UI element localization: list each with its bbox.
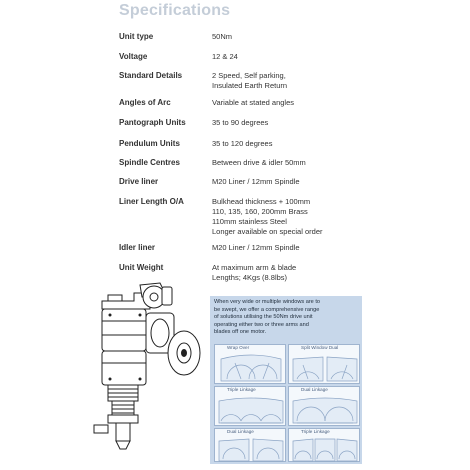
diagram-label-split-window-dual: Split Window Dual bbox=[301, 345, 339, 350]
spec-label-drive-liner: Drive liner bbox=[119, 177, 159, 186]
spec-label-idler-liner: Idler liner bbox=[119, 243, 156, 252]
wiper-motor-illustration bbox=[88, 275, 206, 460]
diagram-triple-linkage-bottom bbox=[288, 428, 360, 462]
diagram-label-wrap-over: Wrap Over bbox=[227, 345, 250, 350]
spec-value-unit-weight: At maximum arm & blade Lengths; 4Kgs (8.8lbs) bbox=[212, 263, 297, 282]
spec-label-standard-details: Standard Details bbox=[119, 71, 183, 80]
split-window-dual-drawing bbox=[289, 345, 361, 385]
spec-label-voltage: Voltage bbox=[119, 52, 148, 61]
spec-label-pantograph-units: Pantograph Units bbox=[119, 118, 186, 127]
diagram-label-triple-linkage-top: Triple Linkage bbox=[227, 387, 256, 392]
diagram-split-window-dual bbox=[288, 344, 360, 384]
diagram-triple-linkage-top bbox=[214, 386, 286, 426]
wrap-over-drawing bbox=[215, 345, 287, 385]
dual-linkage-bottom-drawing bbox=[215, 429, 287, 463]
multi-arm-info-panel bbox=[210, 296, 362, 464]
spec-value-voltage: 12 & 24 bbox=[212, 52, 238, 61]
spec-value-idler-liner: M20 Liner / 12mm Spindle bbox=[212, 243, 300, 252]
spec-label-spindle-centres: Spindle Centres bbox=[119, 158, 180, 167]
diagram-label-triple-linkage-bottom: Triple Linkage bbox=[301, 429, 330, 434]
diagram-dual-linkage-bottom bbox=[214, 428, 286, 462]
diagram-label-dual-linkage-top: Dual Linkage bbox=[301, 387, 328, 392]
spec-label-pendulum-units: Pendulum Units bbox=[119, 139, 180, 148]
diagram-label-dual-linkage-bottom: Dual Linkage bbox=[227, 429, 254, 434]
spec-label-angles-of-arc: Angles of Arc bbox=[119, 98, 171, 107]
spec-label-unit-weight: Unit Weight bbox=[119, 263, 164, 272]
diagram-wrap-over bbox=[214, 344, 286, 384]
triple-linkage-bottom-drawing bbox=[289, 429, 361, 463]
diagram-dual-linkage-top bbox=[288, 386, 360, 426]
spec-value-pantograph-units: 35 to 90 degrees bbox=[212, 118, 269, 127]
spec-value-liner-length: Bulkhead thickness + 100mm 110, 135, 160, 200mm Brass 110mm stainless Steel Longer available on special order bbox=[212, 197, 323, 236]
triple-linkage-top-drawing bbox=[215, 387, 287, 427]
wiper-motor-drawing bbox=[88, 275, 206, 460]
dual-linkage-top-drawing bbox=[289, 387, 361, 427]
spec-value-spindle-centres: Between drive & idler 50mm bbox=[212, 158, 306, 167]
info-text: When very wide or multiple windows are to be swept, we offer a comprehensive range of solutions utilising the 50Nm drive unit operating either two or three arms and blades off one motor. bbox=[214, 299, 321, 336]
page-title: Specifications bbox=[119, 2, 231, 19]
spec-value-angles-of-arc: Variable at stated angles bbox=[212, 98, 294, 107]
spec-value-drive-liner: M20 Liner / 12mm Spindle bbox=[212, 177, 300, 186]
spec-value-standard-details: 2 Speed, Self parking, Insulated Earth Return bbox=[212, 71, 288, 90]
spec-value-pendulum-units: 35 to 120 degrees bbox=[212, 139, 273, 148]
spec-label-liner-length: Liner Length O/A bbox=[119, 197, 184, 206]
spec-label-unit-type: Unit type bbox=[119, 32, 154, 41]
spec-value-unit-type: 50Nm bbox=[212, 32, 233, 41]
